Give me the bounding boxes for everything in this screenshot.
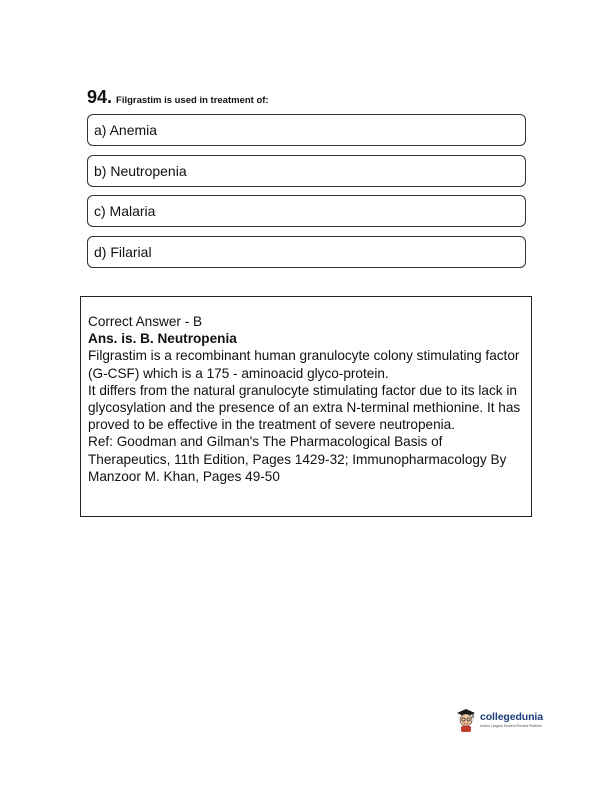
option-d[interactable]: d) Filarial [87,236,526,268]
brand-tagline: India's Largest Student Review Platform [480,723,543,728]
answer-box [80,296,532,517]
brand-name: collegedunia [480,710,543,723]
correct-answer: Correct Answer - B [88,314,203,329]
options-list [87,114,527,268]
explanation-paragraph-2: It differs from the natural granulocyte stimulating factor due to its lack in glycosylation and the presence of an extra N-terminal methionine. It has proved to be effective in the treatment of severe neutropenia. [88,382,521,433]
question-header [87,87,527,108]
question-number: 94. [87,87,113,107]
mascot-icon [455,706,477,732]
reference-text: Ref: Goodman and Gilman's The Pharmacological Basis of Therapeutics, 11th Edition, Pages 1429-32; Immunopharmacology By Manzoor M. Khan, Pages 49-50 [88,434,507,484]
question-block [87,87,527,276]
option-b[interactable]: b) Neutropenia [87,155,526,187]
option-a[interactable]: a) Anemia [87,114,526,146]
option-c[interactable]: c) Malaria [87,195,526,227]
answer-title: Ans. is. B. Neutropenia [88,331,237,347]
explanation-paragraph-1: Filgrastim is a recombinant human granulocyte colony stimulating factor (G-CSF) which is a 175 - aminoacid glyco-protein. [88,348,520,381]
collegedunia-logo [455,706,543,732]
question-text: Filgrastim is used in treatment of: [116,95,269,106]
